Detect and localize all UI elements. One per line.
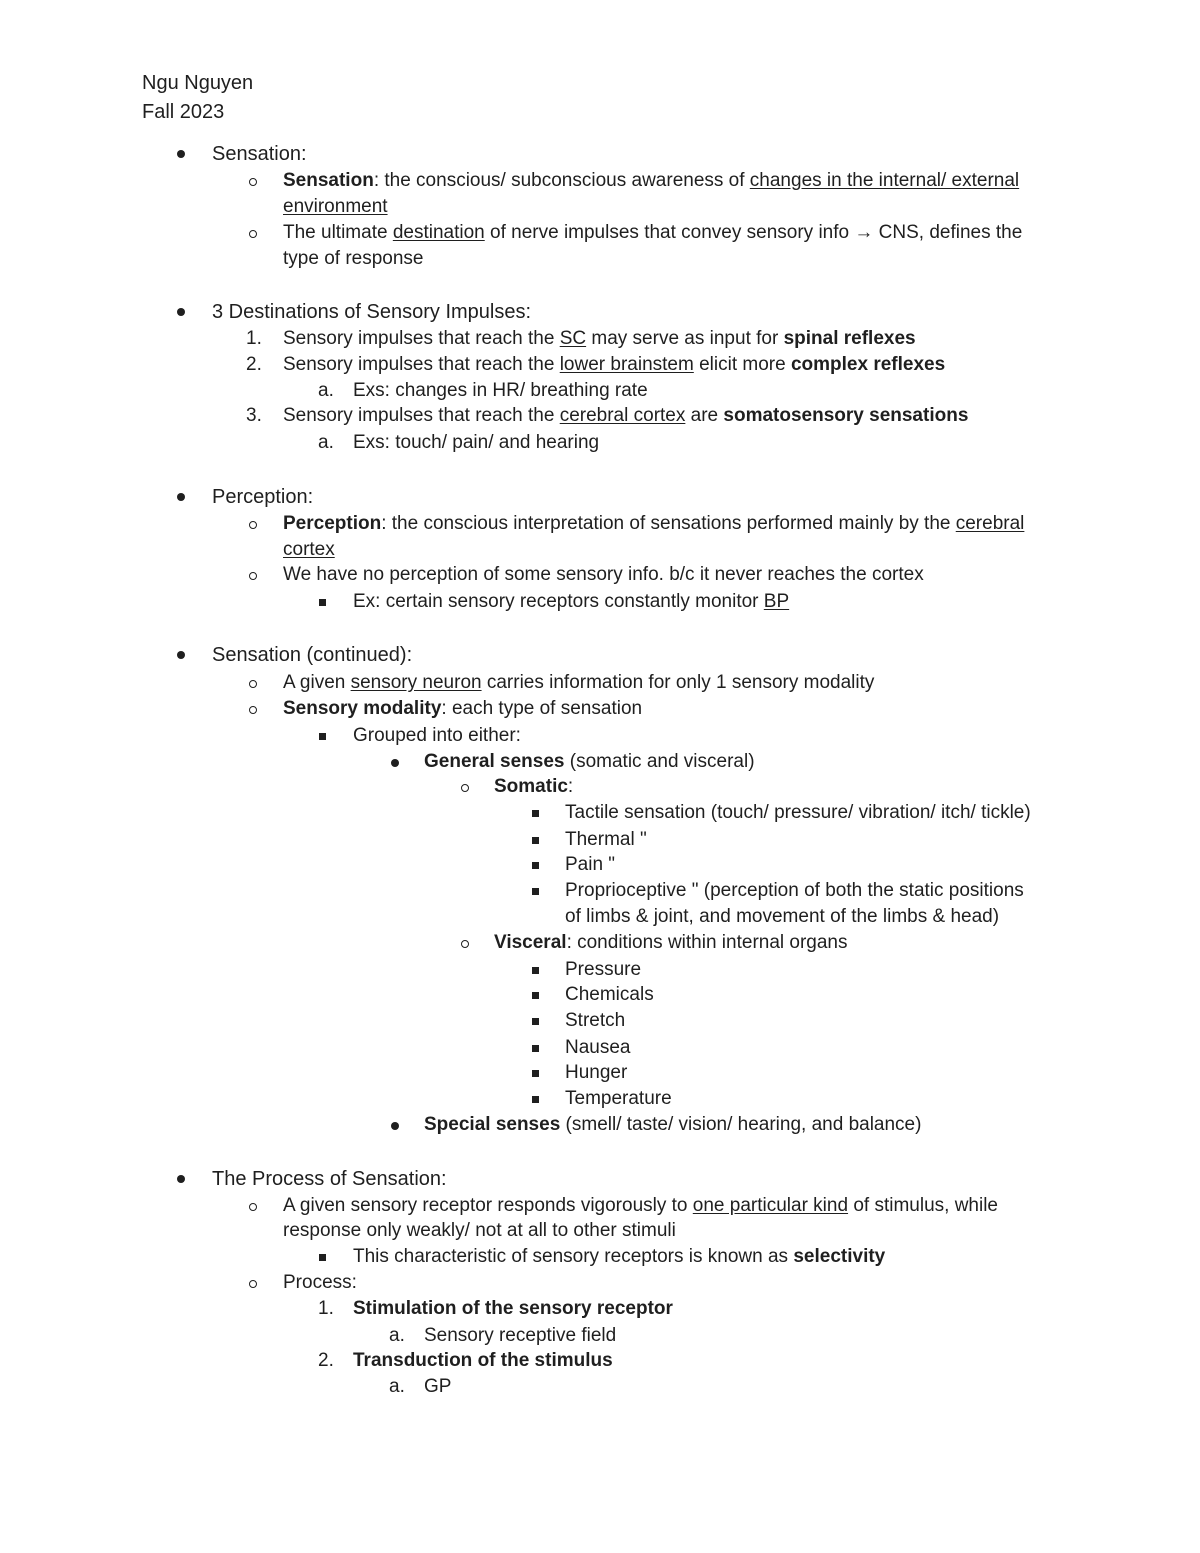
visceral-label: Visceral: conditions within internal organs (494, 932, 848, 953)
bullet-square (532, 837, 539, 844)
somatic-item: Thermal " (565, 829, 647, 850)
process-substep: GP (424, 1376, 452, 1397)
visceral-item: Temperature (565, 1088, 672, 1109)
author-name: Ngu Nguyen (142, 72, 254, 94)
bullet-square (532, 1070, 539, 1077)
general-senses: General senses (somatic and visceral) (424, 751, 755, 772)
bullet-square (319, 1254, 326, 1261)
bullet-dot (177, 150, 185, 158)
bullet-circle (249, 230, 257, 238)
list-number: 2. (318, 1350, 334, 1371)
bullet-circle (249, 178, 257, 186)
perception-definition-cont: cortex (283, 539, 335, 560)
bullet-square (319, 599, 326, 606)
list-number: 1. (318, 1298, 334, 1319)
selectivity-note-cont: response only weakly/ not at all to other stimuli (283, 1220, 676, 1241)
visceral-item: Pressure (565, 959, 642, 980)
selectivity-note: A given sensory receptor responds vigorously to one particular kind of stimulus, while (283, 1195, 998, 1216)
somatic-item: Pain " (565, 854, 616, 875)
destination-note: The ultimate destination of nerve impulses that convey sensory info → CNS, defines the (283, 222, 1023, 243)
perception-definition: Perception: the conscious interpretation of sensations performed mainly by the cerebral (283, 513, 1025, 534)
special-senses: Special senses (smell/ taste/ vision/ hearing, and balance) (424, 1114, 922, 1135)
destination-item: Sensory impulses that reach the SC may serve as input for spinal reflexes (283, 328, 916, 349)
bullet-square (532, 967, 539, 974)
list-letter: a. (389, 1376, 405, 1397)
destination-item: Sensory impulses that reach the cerebral cortex are somatosensory sensations (283, 405, 969, 426)
grouped-label: Grouped into either: (353, 725, 521, 746)
sensation-definition: Sensation: the conscious/ subconscious awareness of changes in the internal/ external (283, 170, 1020, 191)
somatic-item-cont: of limbs & joint, and movement of the limbs & head) (565, 906, 1000, 927)
bullet-square (532, 1018, 539, 1025)
list-letter: a. (318, 432, 334, 453)
term-label: Fall 2023 (142, 101, 225, 123)
bullet-circle (249, 521, 257, 529)
process-step: Stimulation of the sensory receptor (353, 1298, 673, 1319)
list-letter: a. (389, 1325, 405, 1346)
example-item: Exs: touch/ pain/ and hearing (353, 432, 600, 453)
visceral-item: Chemicals (565, 984, 654, 1005)
process-label: Process: (283, 1272, 357, 1293)
list-number: 1. (246, 328, 262, 349)
bullet-dot (391, 759, 399, 767)
example-item: Exs: changes in HR/ breathing rate (353, 380, 648, 401)
section-title: Perception: (212, 486, 314, 508)
destination-note-cont: type of response (283, 248, 424, 269)
bullet-circle (249, 680, 257, 688)
bullet-circle (461, 940, 469, 948)
bullet-square (319, 733, 326, 740)
somatic-item: Proprioceptive " (perception of both the static positions (565, 880, 1024, 901)
bullet-square (532, 888, 539, 895)
bullet-square (532, 810, 539, 817)
somatic-label: Somatic: (494, 776, 574, 797)
perception-note: We have no perception of some sensory info. b/c it never reaches the cortex (283, 564, 924, 585)
somatic-item: Tactile sensation (touch/ pressure/ vibration/ itch/ tickle) (565, 802, 1031, 823)
list-letter: a. (318, 380, 334, 401)
selectivity-definition: This characteristic of sensory receptors is known as selectivity (353, 1246, 886, 1267)
destination-item: Sensory impulses that reach the lower brainstem elicit more complex reflexes (283, 354, 946, 375)
modality-definition: Sensory modality: each type of sensation (283, 698, 643, 719)
section-title: The Process of Sensation: (212, 1168, 447, 1190)
visceral-item: Hunger (565, 1062, 628, 1083)
bullet-circle (249, 706, 257, 714)
list-number: 3. (246, 405, 262, 426)
bullet-dot (177, 651, 185, 659)
section-title: Sensation: (212, 143, 307, 165)
process-step: Transduction of the stimulus (353, 1350, 613, 1371)
visceral-item: Nausea (565, 1037, 631, 1058)
section-title: 3 Destinations of Sensory Impulses: (212, 301, 532, 323)
bullet-dot (177, 493, 185, 501)
perception-example: Ex: certain sensory receptors constantly monitor BP (353, 591, 790, 612)
sensation-definition-cont: environment (283, 196, 388, 217)
bullet-square (532, 1096, 539, 1103)
list-number: 2. (246, 354, 262, 375)
visceral-item: Stretch (565, 1010, 626, 1031)
bullet-square (532, 862, 539, 869)
bullet-square (532, 1045, 539, 1052)
bullet-dot (391, 1122, 399, 1130)
bullet-square (532, 992, 539, 999)
bullet-dot (177, 308, 185, 316)
bullet-circle (461, 784, 469, 792)
bullet-circle (249, 1280, 257, 1288)
bullet-circle (249, 1203, 257, 1211)
process-substep: Sensory receptive field (424, 1325, 617, 1346)
bullet-dot (177, 1175, 185, 1183)
modality-note: A given sensory neuron carries information for only 1 sensory modality (283, 672, 875, 693)
section-title: Sensation (continued): (212, 644, 413, 666)
bullet-circle (249, 572, 257, 580)
